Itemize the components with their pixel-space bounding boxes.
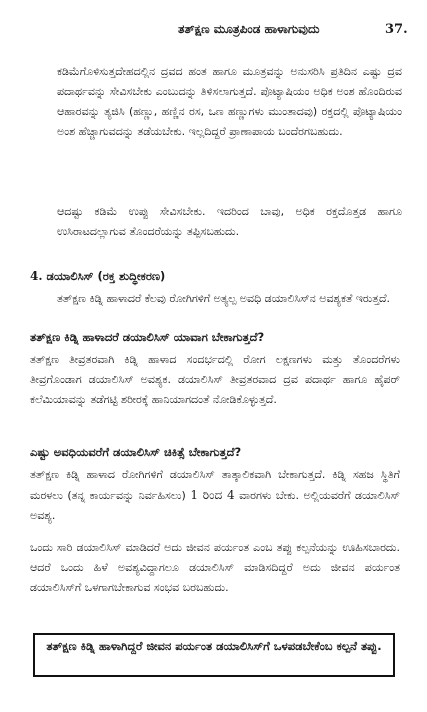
page-number: 37.	[385, 22, 408, 37]
question-2-heading: ಎಷ್ಟು ಅವಧಿಯವರೆಗೆ ಡಯಾಲಿಸಿಸ್ ಚಿಕಿತ್ಸೆ ಬೇಕಾಗುತ್ತದೆ?	[30, 445, 242, 459]
section-number: 4.	[30, 269, 43, 283]
question-1-answer: ತತ್‌ಕ್ಷಣ ತೀವ್ರತರವಾಗಿ ಕಿಡ್ನಿ ಹಾಳಾದ ಸಂದರ್ಭದಲ್ಲಿ ರೋಗ ಲಕ್ಷಣಗಳು ಮತ್ತು ತೊಂದರೆಗಳು ತೀವ್ರಗೊಂಡಾಗ ಡಯಾಲಿಸಿಸ್ ಅವಶ್ಯಕ. ಡಯಾಲಿಸಿಸ್ ತೀವ್ರತರವಾದ ದ್ರವ ಪದಾರ್ಥ ಹಾಗೂ ಹೈಪರ್ ಕಲೆಮಿಯಾವನ್ನು ತಡೆಗಟ್ಟಿ ಶರೀರಕ್ಕೆ ಹಾನಿಯಾಗದಂತೆ ನೋಡಿಕೊಳ್ಳುತ್ತದೆ.	[30, 353, 400, 406]
section-4-text: ತತ್‌ಕ್ಷಣ ಕಿಡ್ನಿ ಹಾಳಾದರೆ ಕೆಲವು ರೋಗಿಗಳಿಗೆ ಅತ್ಯಲ್ಪ ಅವಧಿ ಡಯಾಲಿಸಿಸ್‌ನ ಅವಶ್ಯಕತೆ ಇರುತ್ತದೆ.	[57, 292, 391, 305]
chapter-title: ತತ್‌ಕ್ಷಣ ಮೂತ್ರಪಿಂಡ ಹಾಳಾಗುವುದು	[178, 22, 320, 36]
callout-box: ತತ್‌ಕ್ಷಣ ಕಿಡ್ನಿ ಹಾಳಾಗಿದ್ದರೆ ಜೀವನ ಪರ್ಯಂತ ಡಯಾಲಿಸಿಸ್‌ಗೆ ಒಳಪಡಬೇಕೆಂಬ ಕಲ್ಪನೆ ತಪ್ಪು.	[33, 633, 395, 677]
intro-paragraph-2: ಆದಷ್ಟು ಕಡಿಮೆ ಉಪ್ಪು ಸೇವಿಸಬೇಕು. ಇದರಿಂದ ಬಾವು, ಅಧಿಕ ರಕ್ತದೊತ್ತಡ ಹಾಗೂ ಉಸಿರಾಟದಲ್ಲಾಗುವ ತೊಂದರೆಯನ್ನು ತಪ್ಪಿಸಬಹುದು.	[57, 205, 402, 238]
duration-range: 1 ರಿಂದ 4	[190, 488, 235, 502]
section-4-heading	[30, 266, 410, 286]
question-1-heading: ತತ್‌ಕ್ಷಣ ಕಿಡ್ನಿ ಹಾಳಾದರೆ ಡಯಾಲಿಸಿಸ್ ಯಾವಾಗ ಬೇಕಾಗುತ್ತದೆ?	[30, 330, 265, 344]
running-header	[0, 18, 427, 38]
question-2-note: ಒಂದು ಸಾರಿ ಡಯಾಲಿಸಿಸ್ ಮಾಡಿದರೆ ಅದು ಜೀವನ ಪರ್ಯಂತ ಎಂಬ ತಪ್ಪು ಕಲ್ಪನೆಯನ್ನು ಊಹಿಸಬಾರದು. ಆದರೆ ಒಂದು ಹಿಳೆ ಅವಶ್ಯವಿದ್ದಾಗಲೂ ಡಯಾಲಿಸಿಸ್ ಮಾಡಿಸದಿದ್ದರೆ ಅದು ಜೀವನ ಪರ್ಯಂತ ಡಯಾಲಿಸಿಸ್‌ಗೆ ಒಳಗಾಗಬೇಕಾಗುವ ಸಂಭವ ಬರಬಹುದು.	[30, 541, 400, 594]
answer-text-a: ತತ್‌ಕ್ಷಣ ಕಿಡ್ನಿ ಹಾಳಾದ ರೋಗಿಗಳಿಗೆ ಡಯಾಲಿಸಿಸ್ ತಾತ್ಕಾಲಿಕವಾಗಿ ಬೇಕಾಗುತ್ತದೆ. ಕಿಡ್ನಿ ಸಹಜ ಸ್ಥಿತಿಗೆ ಮರಳಲು (ತನ್ನ ಕಾರ್ಯವನ್ನು ನಿರ್ವಹಿಸಲು)	[30, 468, 400, 502]
question-2-answer	[30, 465, 400, 526]
intro-paragraph-1: ಕಡಿಮೆಗೊಳಿಸುತ್ತದೇಹದಲ್ಲಿನ ದ್ರವದ ಹಂತ ಹಾಗೂ ಮೂತ್ರವನ್ನು ಅನುಸರಿಸಿ ಪ್ರತಿದಿನ ಎಷ್ಟು ದ್ರವ ಪದಾರ್ಥವನ್ನು ಸೇವಿಸಬೇಕು ಎಂಬುದನ್ನು ತಿಳಿಸಲಾಗುತ್ತದೆ. ಪೊಟ್ಯಾಷಿಯಂ ಅಧಿಕ ಅಂಶ ಹೊಂದಿರುವ ಆಹಾರವನ್ನು ತ್ಯಜಿಸಿ (ಹಣ್ಣು, ಹಣ್ಣಿನ ರಸ, ಒಣ ಹಣ್ಣುಗಳು ಮುಂತಾದವು) ರಕ್ತದಲ್ಲಿ ಪೊಟ್ಯಾಷಿಯಂ ಅಂಶ ಹೆಚ್ಚಾಗುವದನ್ನು ತಡೆಯಬೇಕು. ಇಲ್ಲದಿದ್ದರೆ ಪ್ರಾಣಾಪಾಯ ಬಂದೆರಗಬಹುದು.	[57, 65, 402, 138]
section-title: ಡಯಾಲಿಸಿಸ್ (ರಕ್ತ ಶುದ್ಧೀಕರಣ)	[46, 269, 166, 283]
answer-text-b: ವಾರಗಳು ಬೇಕು. ಅಲ್ಲಿಯವರೆಗೆ ಡಯಾಲಿಸಿಸ್ ಅವಶ್ಯ.	[30, 489, 400, 522]
